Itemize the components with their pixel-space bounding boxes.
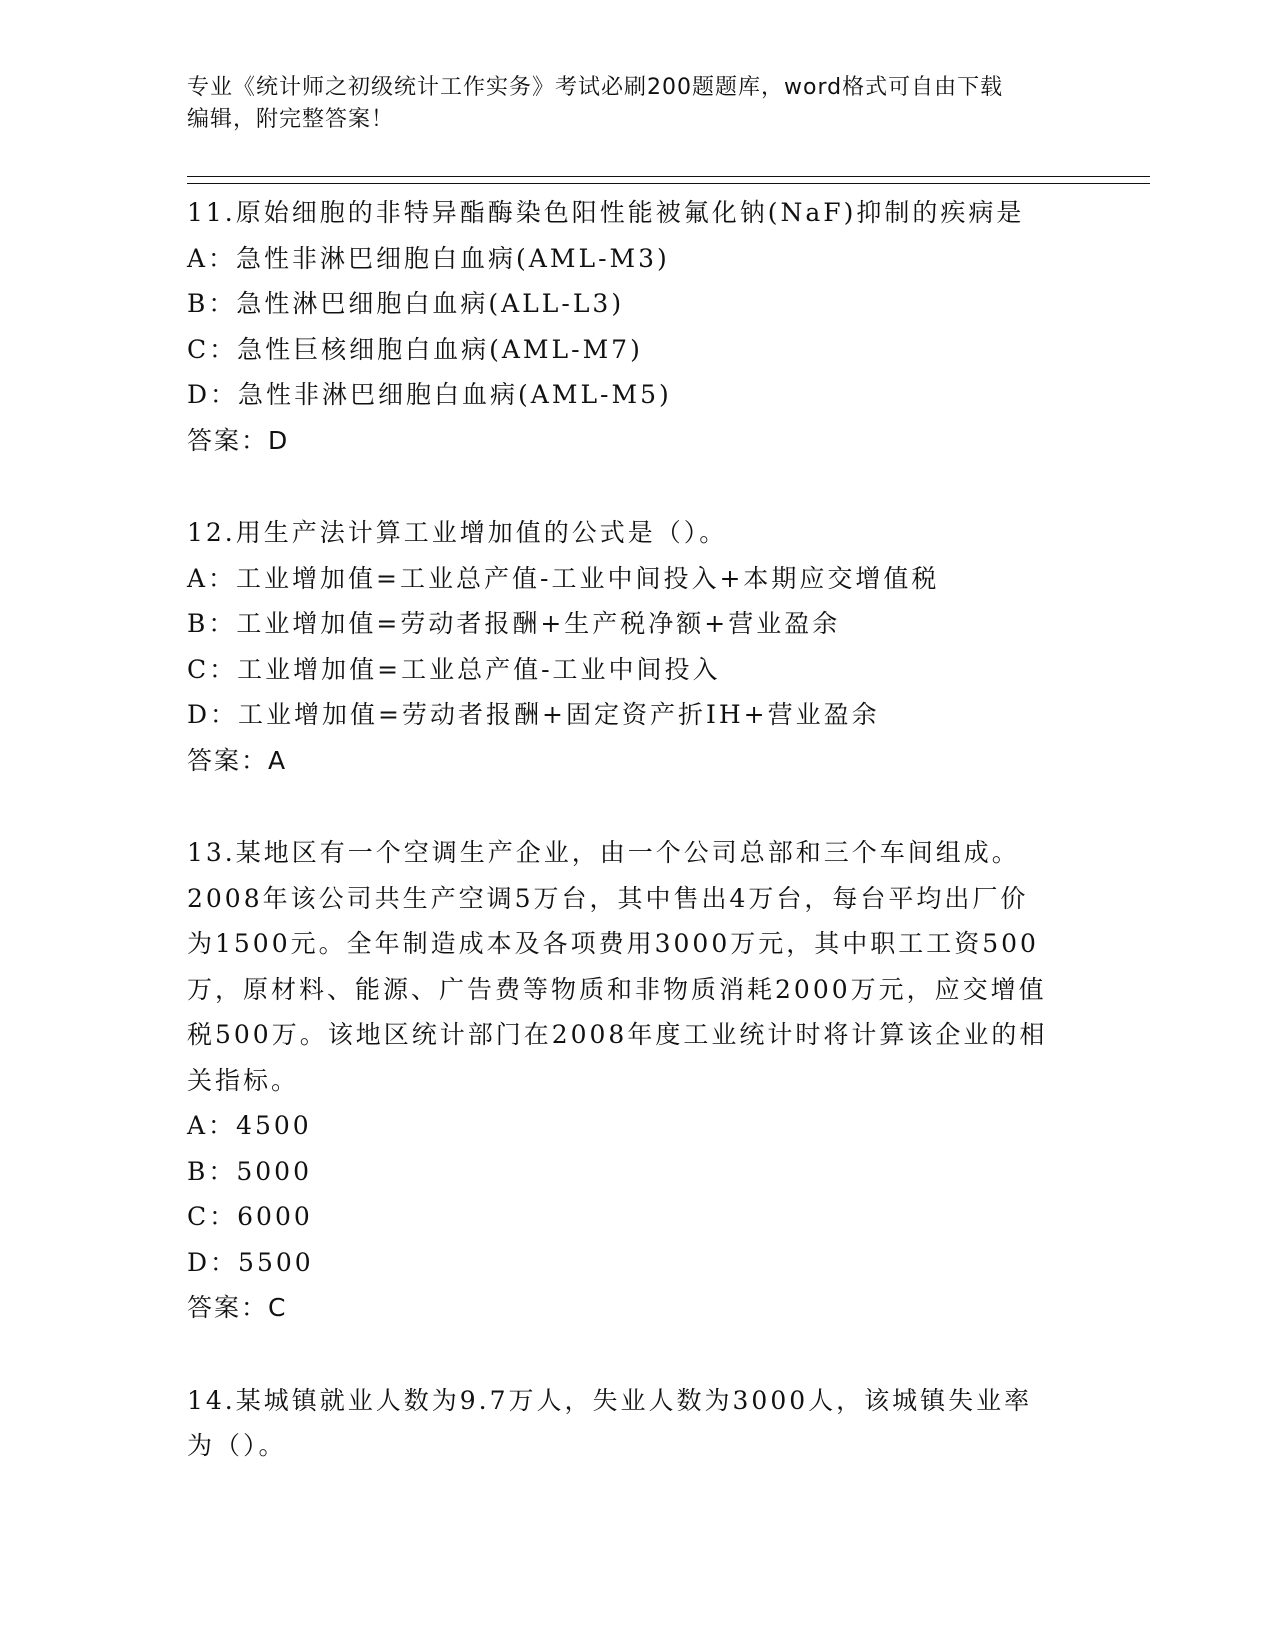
document-header xyxy=(187,72,1087,136)
question-stem-line: 2008年该公司共生产空调5万台，其中售出4万台，每台平均出厂价 xyxy=(187,883,1029,913)
option-a: A：工业增加值=工业总产值-工业中间投入+本期应交增值税 xyxy=(187,563,940,593)
option-b: B：工业增加值=劳动者报酬+生产税净额+营业盈余 xyxy=(187,609,841,638)
answer: 答案：C xyxy=(187,1293,288,1322)
question-list xyxy=(187,190,1087,1469)
question-stem-line: 关指标。 xyxy=(187,1065,300,1095)
option-b: B：5000 xyxy=(187,1156,312,1186)
question-14 xyxy=(187,1378,1087,1469)
option-c: C：6000 xyxy=(187,1202,313,1231)
option-c: C：工业增加值=工业总产值-工业中间投入 xyxy=(187,654,721,684)
question-stem-line: 万，原材料、能源、广告费等物质和非物质消耗2000万元，应交增值 xyxy=(187,974,1047,1004)
question-12 xyxy=(187,510,1087,783)
option-d: D：急性非淋巴细胞白血病(AML-M5) xyxy=(187,380,672,409)
option-c: C：急性巨核细胞白血病(AML-M7) xyxy=(187,334,643,364)
option-a: A：4500 xyxy=(187,1111,312,1140)
question-stem-line: 为（）。 xyxy=(187,1431,287,1460)
question-stem: 11.原始细胞的非特异酯酶染色阳性能被氟化钠(NaF)抑制的疾病是 xyxy=(187,198,1025,227)
question-11 xyxy=(187,190,1087,463)
answer: 答案：D xyxy=(187,425,290,455)
header-line-2: 编辑，附完整答案！ xyxy=(187,107,395,132)
option-b: B：急性淋巴细胞白血病(ALL-L3) xyxy=(187,289,625,318)
question-13 xyxy=(187,830,1087,1331)
question-stem-line: 14.某城镇就业人数为9.7万人，失业人数为3000人，该城镇失业率 xyxy=(187,1385,1033,1415)
question-stem-line: 为1500元。全年制造成本及各项费用3000万元，其中职工工资500 xyxy=(187,929,1039,958)
option-a: A：急性非淋巴细胞白血病(AML-M3) xyxy=(187,243,670,273)
answer: 答案：A xyxy=(187,745,288,775)
option-d: D：工业增加值=劳动者报酬+固定资产折IH+营业盈余 xyxy=(187,700,880,729)
question-stem-line: 税500万。该地区统计部门在2008年度工业统计时将计算该企业的相 xyxy=(187,1020,1048,1049)
question-stem-line: 13.某地区有一个空调生产企业，由一个公司总部和三个车间组成。 xyxy=(187,838,1020,867)
header-divider-bottom xyxy=(187,183,1150,184)
header-divider-top xyxy=(187,176,1150,177)
question-stem: 12.用生产法计算工业增加值的公式是（）。 xyxy=(187,518,728,547)
header-line-1: 专业《统计师之初级统计工作实务》考试必刷200题题库，word格式可自由下载 xyxy=(187,75,1004,100)
option-d: D：5500 xyxy=(187,1247,314,1277)
